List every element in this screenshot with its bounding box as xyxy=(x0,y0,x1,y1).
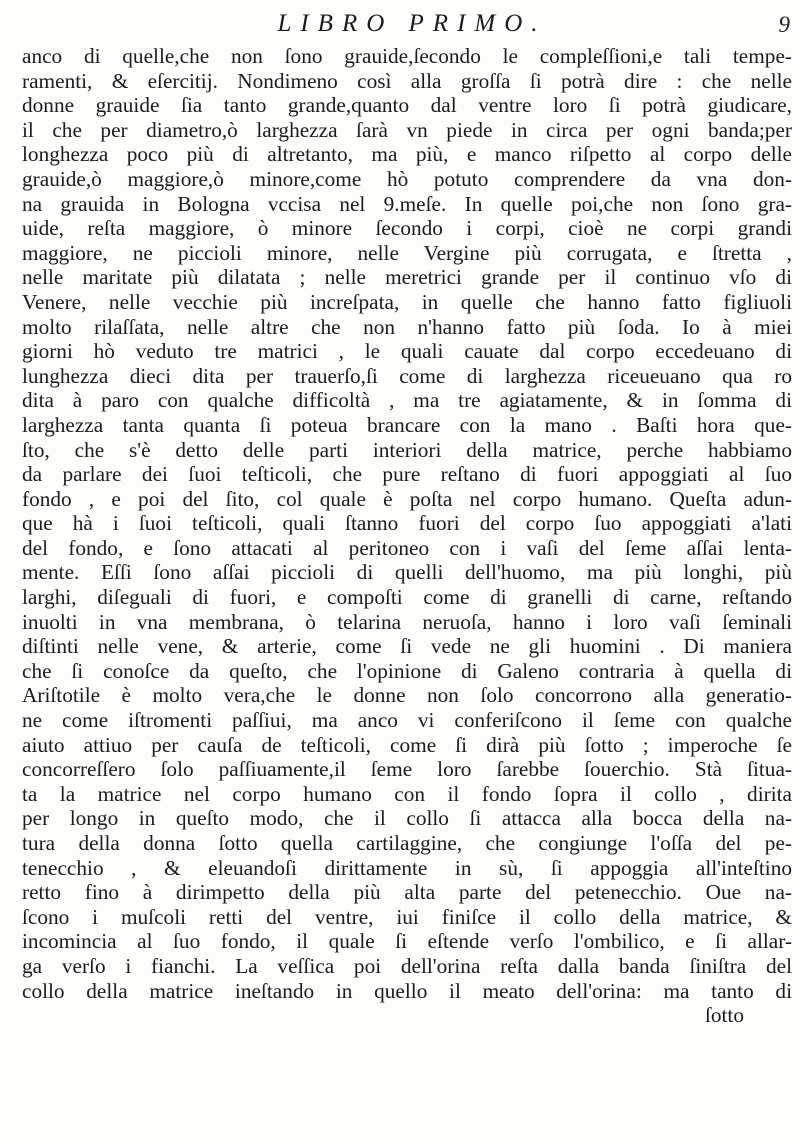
text-line: larghezza tanta quanta ſi poteua brancare con la mano . Baſti hora que- xyxy=(22,412,792,437)
text-line: anco di quelle,che non ſono grauide,ſecondo le compleſſioni,e tali tempe- xyxy=(22,44,792,68)
text-line: nelle maritate più dilatata ; nelle meretrici grande per il continuo vſo di xyxy=(22,265,792,290)
text-line: que hà i ſuoi teſticoli, quali ſtanno fuori del corpo ſuo appoggiati a'lati xyxy=(22,511,792,536)
text-line: larghi, diſeguali di fuori, e compoſti come di granelli di carne, reſtando xyxy=(22,585,792,610)
text-line: aiuto attiuo per cauſa de teſticoli, come ſi dirà più ſotto ; imperoche ſe xyxy=(22,732,792,757)
text-line: ne come iſtromenti paſſiui, ma anco vi conferiſcono il ſeme con qualche xyxy=(22,708,792,733)
text-line: ta la matrice nel corpo humano con il fondo ſopra il collo , dirita xyxy=(22,781,792,806)
text-line: Venere, nelle vecchie più increſpata, in quelle che hanno fatto figliuoli xyxy=(22,289,792,314)
text-line: uide, reſta maggiore, ò minore ſecondo i corpi, cioè ne corpi grandi xyxy=(22,216,792,241)
text-line: Ariſtotile è molto vera,che le donne non ſolo concorrono alla generatio- xyxy=(22,683,792,708)
text-line: dita à paro con qualche difficoltà , ma tre agiatamente, & in ſomma di xyxy=(22,388,792,413)
text-line: del fondo, e ſono attacati al peritoneo con i vaſi del ſeme aſſai lenta- xyxy=(22,535,792,560)
text-line: collo della matrice ineſtando in quello il meato dell'orina: ma tanto di xyxy=(22,978,792,1003)
text-line: fondo , e poi del ſito, col quale è poſta nel corpo humano. Queſta adun- xyxy=(22,486,792,511)
text-line: ſcono i muſcoli retti del ventre, iui finiſce il collo della matrice, & xyxy=(22,904,792,929)
text-line: lunghezza dieci dita per trauerſo,ſi come di larghezza riceueuano qua ro xyxy=(22,363,792,388)
text-line: che ſi conoſce da queſto, che l'opinione di Galeno contraria à quella di xyxy=(22,658,792,683)
text-line: ramenti, & eſercitij. Nondimeno così alla groſſa ſi potrà dire : che nelle xyxy=(22,68,792,93)
text-line: ſto, che s'è detto delle parti interiori della matrice, perche habbiamo xyxy=(22,437,792,462)
text-line: diſtinti nelle vene, & arterie, come ſi vede ne gli huomini . Di maniera xyxy=(22,634,792,659)
text-line: da parlare dei ſuoi teſticoli, che pure reſtano di fuori appoggiati al ſuo xyxy=(22,462,792,487)
text-line: retto fino à dirimpetto della più alta parte del petenecchio. Oue na- xyxy=(22,880,792,905)
text-line: incomincia al ſuo fondo, il quale ſi eſtende verſo l'ombilico, e ſi allar- xyxy=(22,929,792,954)
text-line: inuolti in vna membrana, ò telarina neruoſa, hanno i loro vaſi ſeminali xyxy=(22,609,792,634)
book-page xyxy=(22,0,792,1146)
running-title: LIBRO PRIMO. xyxy=(277,10,547,37)
page-number: 9 xyxy=(778,12,790,37)
text-line: il che per diametro,ò larghezza ſarà vn piede in circa per ogni banda;per xyxy=(22,117,792,142)
page-header xyxy=(22,10,792,44)
text-line: donne grauide ſia tanto grande,quanto dal ventre loro ſi potrà giudicare, xyxy=(22,93,792,118)
text-line: ga verſo i fianchi. La veſſica poi dell'orina reſta dalla banda ſiniſtra del xyxy=(22,953,792,978)
text-line: maggiore, ne piccioli minore, nelle Vergine più corrugata, e ſtretta , xyxy=(22,240,792,265)
text-line: giorni hò veduto tre matrici , le quali cauate dal corpo eccedeuano di xyxy=(22,339,792,364)
text-line: tura della donna ſotto quella cartilaggine, che congiunge l'oſſa del pe- xyxy=(22,831,792,855)
text-line: na grauida in Bologna vccisa nel 9.meſe. In quelle poi,che non ſono gra- xyxy=(22,191,792,216)
text-line: concorreſſero ſolo paſſiuamente,il ſeme loro ſarebbe ſouerchio. Stà ſitua- xyxy=(22,757,792,782)
text-line: tenecchio , & eleuandoſi dirittamente in sù, ſi appoggia all'inteſtino xyxy=(22,855,792,880)
text-line: per longo in queſto modo, che il collo ſi attacca alla bocca della na- xyxy=(22,806,792,831)
text-line: molto rilaſſata, nelle altre che non n'hanno fatto più ſoda. Io à miei xyxy=(22,314,792,339)
body-text xyxy=(22,44,792,1028)
text-line: mente. Eſſi ſono aſſai piccioli di quelli dell'huomo, ma più longhi, più xyxy=(22,560,792,585)
text-line: grauide,ò maggiore,ò minore,come hò potuto comprendere da vna don- xyxy=(22,166,792,191)
text-line: longhezza poco più di altretanto, ma più, e manco riſpetto al corpo delle xyxy=(22,142,792,167)
catchword: ſotto xyxy=(704,1003,744,1028)
